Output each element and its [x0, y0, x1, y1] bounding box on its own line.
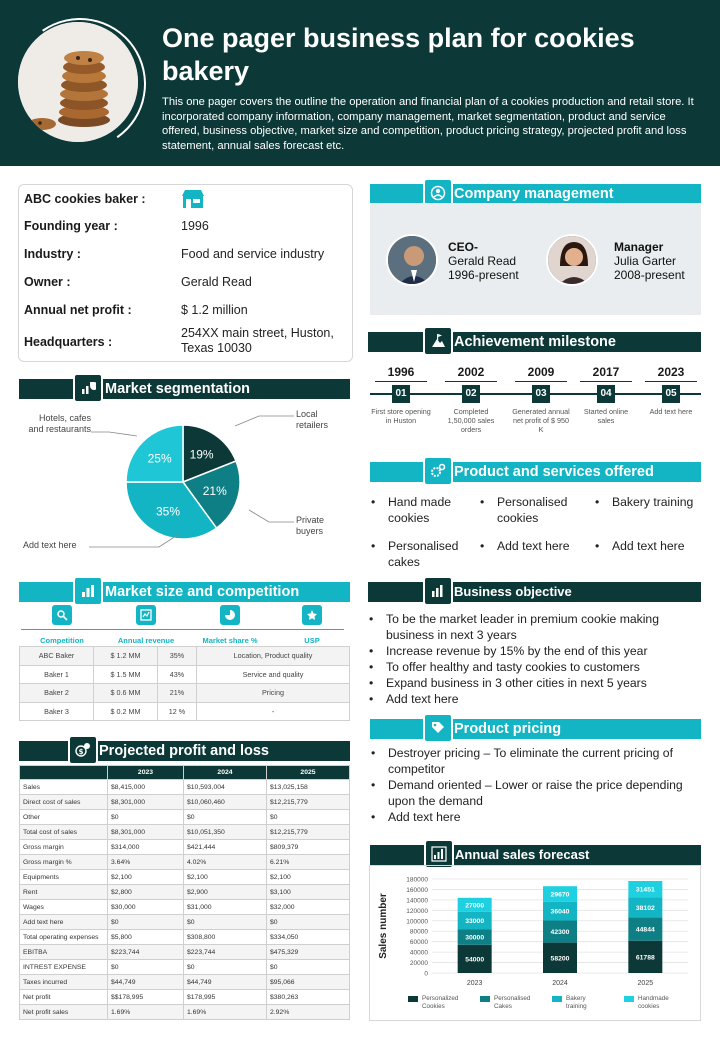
table-row	[20, 945, 350, 960]
info-label: Annual net profit :	[24, 303, 132, 317]
table-cell: $2,100	[183, 870, 266, 885]
y-axis-label: Sales number	[378, 893, 389, 959]
money-icon	[68, 735, 98, 765]
achievement-header	[368, 332, 701, 352]
table-cell: Total operating expenses	[20, 930, 108, 945]
year-underline	[445, 381, 497, 382]
table-cell: 21%	[157, 684, 196, 703]
table-cell: Baker 3	[20, 702, 94, 721]
page-subtitle: This one pager covers the outline the operation and financial plan of a cookies production and retail store. It incorporated company information, company management, market segmentation, product and service offered, business objective, market size and competition, product pricing strategy, projected profit and loss statement, annual sales forecast etc.	[162, 96, 694, 152]
table-cell: $380,263	[266, 990, 349, 1005]
table-cell: $ 1.2 MM	[94, 647, 158, 666]
manager-avatar	[546, 234, 598, 286]
table-row	[20, 702, 350, 721]
product-item: • Bakery training	[612, 494, 702, 510]
year-underline	[580, 381, 632, 382]
table-cell: 6.21%	[266, 855, 349, 870]
table-cell: $2,900	[183, 885, 266, 900]
manager-period: 2008-present	[614, 268, 685, 282]
section-title: Achievement milestone	[454, 334, 616, 350]
y-tick-label: 120000	[406, 907, 428, 915]
table-cell: $334,050	[266, 930, 349, 945]
table-cell: 1.69%	[108, 1005, 184, 1020]
info-value: Gerald Read	[181, 275, 252, 289]
section-title: Business objective	[454, 584, 572, 599]
table-cell: $32,000	[266, 900, 349, 915]
table-row	[20, 810, 350, 825]
table-cell: $223,744	[183, 945, 266, 960]
section-title: Market size and competition	[105, 584, 300, 600]
table-cell: $314,000	[108, 840, 184, 855]
table-row	[20, 1005, 350, 1020]
table-row	[20, 684, 350, 703]
table-cell: 4.02%	[183, 855, 266, 870]
info-label: Headquarters :	[24, 335, 113, 349]
sales-forecast-header	[370, 845, 701, 865]
y-tick-label: 40000	[409, 949, 428, 957]
bar-value-label: 33000	[465, 918, 485, 926]
pie-label: 21%	[202, 484, 227, 499]
y-tick-label: 100000	[406, 918, 428, 926]
manager-role: Manager	[614, 240, 664, 254]
legend-swatch	[552, 996, 562, 1002]
info-value: Food and service industry	[181, 247, 325, 261]
section-title: Product and services offered	[454, 464, 654, 480]
table-cell: 3.64%	[108, 855, 184, 870]
year-underline	[515, 381, 567, 382]
legend-swatch	[480, 996, 490, 1002]
y-tick-label: 180000	[406, 876, 428, 884]
sales-forecast-chart	[370, 866, 700, 1020]
table-cell: $ 1.5 MM	[94, 665, 158, 684]
legend-label: Personalized Cookies	[422, 995, 459, 1010]
market-size-table	[19, 646, 350, 721]
table-row	[20, 915, 350, 930]
column-header: 2025	[266, 766, 349, 780]
segment-label-private: Private buyers	[296, 515, 325, 536]
info-value: 1996	[181, 219, 209, 233]
table-row	[20, 780, 350, 795]
table-cell: $0	[266, 915, 349, 930]
revenue-icon	[136, 605, 156, 625]
info-label: Owner :	[24, 275, 71, 289]
legend-label: Handmade cookies	[638, 995, 669, 1010]
info-label: ABC cookies baker :	[24, 192, 146, 206]
milestone-year: 2002	[457, 365, 485, 379]
year-underline	[375, 381, 427, 382]
table-cell: $$178,995	[108, 990, 184, 1005]
table-row	[20, 795, 350, 810]
table-cell: $0	[108, 915, 184, 930]
pricing-item: • Demand oriented – Lower or raise the price depending upon the demand	[388, 777, 688, 809]
profit-loss-table	[19, 765, 350, 1020]
year-underline	[645, 381, 697, 382]
product-item: • Add text here	[497, 538, 597, 554]
section-title: Market segmentation	[105, 381, 251, 397]
table-row	[20, 665, 350, 684]
bar-value-label: 54000	[465, 956, 485, 964]
pie-label: 35%	[155, 504, 181, 519]
table-cell: $12,215,779	[266, 825, 349, 840]
table-cell: $10,060,460	[183, 795, 266, 810]
y-tick-label: 60000	[409, 939, 428, 947]
pricing-item: • Destroyer pricing – To eliminate the current pricing of competitor	[388, 745, 688, 777]
milestone-year: 2017	[592, 365, 620, 379]
table-cell: ABC Baker	[20, 647, 94, 666]
table-row	[20, 930, 350, 945]
flag-icon	[423, 326, 453, 356]
market-size-icon	[73, 576, 103, 606]
pricing-header	[370, 719, 701, 739]
table-cell: 43%	[157, 665, 196, 684]
ceo-name: Gerald Read	[448, 254, 517, 268]
ceo-avatar	[386, 234, 438, 286]
table-cell: $31,000	[183, 900, 266, 915]
milestone-text: Completed 1,50,000 sales orders	[447, 407, 495, 434]
leader-line	[235, 416, 294, 426]
objective-item: • To offer healthy and tasty cookies to customers	[386, 659, 696, 675]
table-cell: Taxes incurred	[20, 975, 108, 990]
table-cell: $0	[183, 915, 266, 930]
table-cell: 35%	[157, 647, 196, 666]
table-row	[20, 647, 350, 666]
table-cell: $12,215,779	[266, 795, 349, 810]
column-header: Market share %	[202, 636, 258, 645]
bar-value-label: 38102	[635, 904, 655, 912]
table-row	[20, 885, 350, 900]
table-cell: 12 %	[157, 702, 196, 721]
table-cell: -	[197, 702, 350, 721]
table-cell: Net profit sales	[20, 1005, 108, 1020]
column-header: Competition	[40, 636, 84, 645]
legend-label: Bakery training	[566, 995, 587, 1010]
table-cell: Location, Product quality	[197, 647, 350, 666]
section-title: Projected profit and loss	[99, 743, 269, 759]
milestone-text: Started online sales	[583, 407, 629, 425]
objective-header	[368, 582, 701, 602]
table-cell: Other	[20, 810, 108, 825]
milestone-year: 1996	[387, 365, 415, 379]
table-row	[20, 900, 350, 915]
table-cell: $0	[108, 810, 184, 825]
milestone-number: 01	[392, 385, 410, 403]
table-cell: Service and quality	[197, 665, 350, 684]
product-item: • Personalised cakes	[388, 538, 478, 570]
bar-value-label: 29670	[550, 891, 570, 899]
table-cell: $44,749	[183, 975, 266, 990]
table-cell: $5,800	[108, 930, 184, 945]
table-cell: $ 0.2 MM	[94, 702, 158, 721]
table-cell: INTREST EXPENSE	[20, 960, 108, 975]
objective-item: • Add text here	[386, 691, 696, 707]
market-share-icon	[220, 605, 240, 625]
pricing-item: • Add text here	[388, 809, 688, 825]
table-cell: EBITBA	[20, 945, 108, 960]
milestone-number: 05	[662, 385, 680, 403]
legend-label: Personalised Cakes	[494, 995, 531, 1010]
table-cell: $0	[183, 960, 266, 975]
table-cell: $10,593,004	[183, 780, 266, 795]
segment-label-hotels: Hotels, cafes and restaurants	[28, 413, 91, 434]
table-cell: Gross margin	[20, 840, 108, 855]
table-cell: Pricing	[197, 684, 350, 703]
section-title: Product pricing	[454, 721, 562, 737]
table-cell: $421,444	[183, 840, 266, 855]
table-cell: $809,379	[266, 840, 349, 855]
info-label: Founding year :	[24, 219, 118, 233]
table-cell: $2,100	[108, 870, 184, 885]
competition-icon	[52, 605, 72, 625]
table-cell: $8,301,000	[108, 795, 184, 810]
bar-value-label: 27000	[465, 902, 485, 910]
segmentation-icon	[73, 373, 103, 403]
y-tick-label: 80000	[409, 928, 428, 936]
info-value: $ 1.2 million	[181, 303, 248, 317]
store-icon	[182, 189, 204, 209]
bar-value-label: 42300	[550, 929, 570, 937]
divider	[21, 629, 344, 630]
x-tick-label: 2024	[552, 980, 568, 987]
table-cell: Total cost of sales	[20, 825, 108, 840]
table-row	[20, 960, 350, 975]
bar-value-label: 36040	[550, 908, 570, 916]
company-info-card	[18, 184, 353, 362]
milestone-year: 2009	[527, 365, 555, 379]
y-tick-label: 140000	[406, 897, 428, 905]
milestone-number: 02	[462, 385, 480, 403]
market-size-header	[19, 582, 350, 602]
bar-value-label: 31451	[635, 886, 655, 894]
segment-label-add: Add text here	[23, 540, 77, 550]
legend-swatch	[624, 996, 634, 1002]
column-header: Annual revenue	[117, 636, 175, 645]
target-icon	[423, 576, 453, 606]
price-tag-icon	[423, 713, 453, 743]
table-cell: $ 0.6 MM	[94, 684, 158, 703]
svg-text:$: $	[78, 748, 84, 756]
table-cell: $10,051,350	[183, 825, 266, 840]
info-value: 254XX main street, Huston, Texas 10030	[181, 326, 334, 355]
table-row	[20, 975, 350, 990]
leader-line	[91, 432, 137, 436]
milestone-text: First store opening in Huston	[371, 407, 431, 425]
segment-label-local: Local retailers	[296, 409, 329, 430]
table-cell: $0	[108, 960, 184, 975]
milestone-year: 2023	[657, 365, 685, 379]
pie-label: 25%	[147, 451, 172, 466]
bar-value-label: 44844	[635, 926, 655, 934]
table-cell: 2.92%	[266, 1005, 349, 1020]
pie-label: 19%	[189, 447, 214, 462]
table-row	[20, 855, 350, 870]
y-tick-label: 20000	[409, 960, 428, 968]
table-cell: $13,025,158	[266, 780, 349, 795]
usp-icon	[302, 605, 322, 625]
table-cell: Baker 2	[20, 684, 94, 703]
objective-item: • Expand business in 3 other cities in next 5 years	[386, 675, 696, 691]
table-cell: $0	[266, 810, 349, 825]
table-row	[20, 825, 350, 840]
table-cell: $0	[183, 810, 266, 825]
section-title: Company management	[454, 186, 614, 202]
table-row	[20, 840, 350, 855]
bar-value-label: 58200	[550, 955, 570, 963]
table-cell: $223,744	[108, 945, 184, 960]
product-item: • Hand made cookies	[388, 494, 478, 526]
column-header: 2024	[183, 766, 266, 780]
product-item: • Add text here	[612, 538, 702, 554]
segmentation-header	[19, 379, 350, 399]
table-cell: $308,800	[183, 930, 266, 945]
milestone-text: Generated annual net profit of $ 950 K	[512, 407, 570, 434]
section-title: Annual sales forecast	[455, 847, 590, 862]
company-management-header	[370, 184, 701, 204]
table-cell: Baker 1	[20, 665, 94, 684]
x-tick-label: 2025	[637, 980, 654, 987]
table-cell: Wages	[20, 900, 108, 915]
column-header: 2023	[108, 766, 184, 780]
table-cell: 1.69%	[183, 1005, 266, 1020]
table-cell: $8,301,000	[108, 825, 184, 840]
objective-item: • Increase revenue by 15% by the end of this year	[386, 643, 696, 659]
manager-name: Julia Garter	[614, 254, 677, 268]
table-cell: Gross margin %	[20, 855, 108, 870]
products-header	[370, 462, 701, 482]
leader-line	[249, 510, 294, 522]
table-cell: $2,100	[266, 870, 349, 885]
milestone-number: 04	[597, 385, 615, 403]
table-cell: Sales	[20, 780, 108, 795]
page-title: One pager business plan for cookies bakery	[162, 23, 635, 86]
ceo-period: 1996-present	[448, 268, 519, 282]
milestone-text: Add text here	[649, 407, 693, 416]
x-tick-label: 2023	[466, 980, 483, 987]
column-header	[20, 766, 108, 780]
product-item: • Personalised cookies	[497, 494, 587, 526]
table-cell: $178,995	[183, 990, 266, 1005]
table-cell: Add text here	[20, 915, 108, 930]
legend-swatch	[408, 996, 418, 1002]
table-cell: $0	[266, 960, 349, 975]
y-tick-label: 0	[424, 970, 428, 978]
milestone-number: 03	[532, 385, 550, 403]
gears-icon	[423, 456, 453, 486]
profit-loss-header	[19, 741, 350, 761]
table-cell: Rent	[20, 885, 108, 900]
objective-item: • To be the market leader in premium cookie making business in next 3 years	[386, 611, 696, 643]
table-cell: $8,415,000	[108, 780, 184, 795]
table-cell: Net profit	[20, 990, 108, 1005]
table-cell: Direct cost of sales	[20, 795, 108, 810]
table-row	[20, 990, 350, 1005]
table-cell: $30,000	[108, 900, 184, 915]
table-cell: $475,329	[266, 945, 349, 960]
bar-value-label: 61788	[635, 954, 655, 962]
info-label: Industry :	[24, 247, 81, 261]
table-cell: $2,800	[108, 885, 184, 900]
table-cell: Equipments	[20, 870, 108, 885]
ceo-role: CEO-	[448, 240, 478, 254]
table-header-row	[20, 766, 350, 780]
bar-value-label: 30000	[465, 934, 485, 942]
column-header: USP	[304, 636, 320, 645]
y-tick-label: 160000	[406, 886, 428, 894]
table-cell: $95,066	[266, 975, 349, 990]
table-cell: $44,749	[108, 975, 184, 990]
table-cell: $3,100	[266, 885, 349, 900]
table-row	[20, 870, 350, 885]
